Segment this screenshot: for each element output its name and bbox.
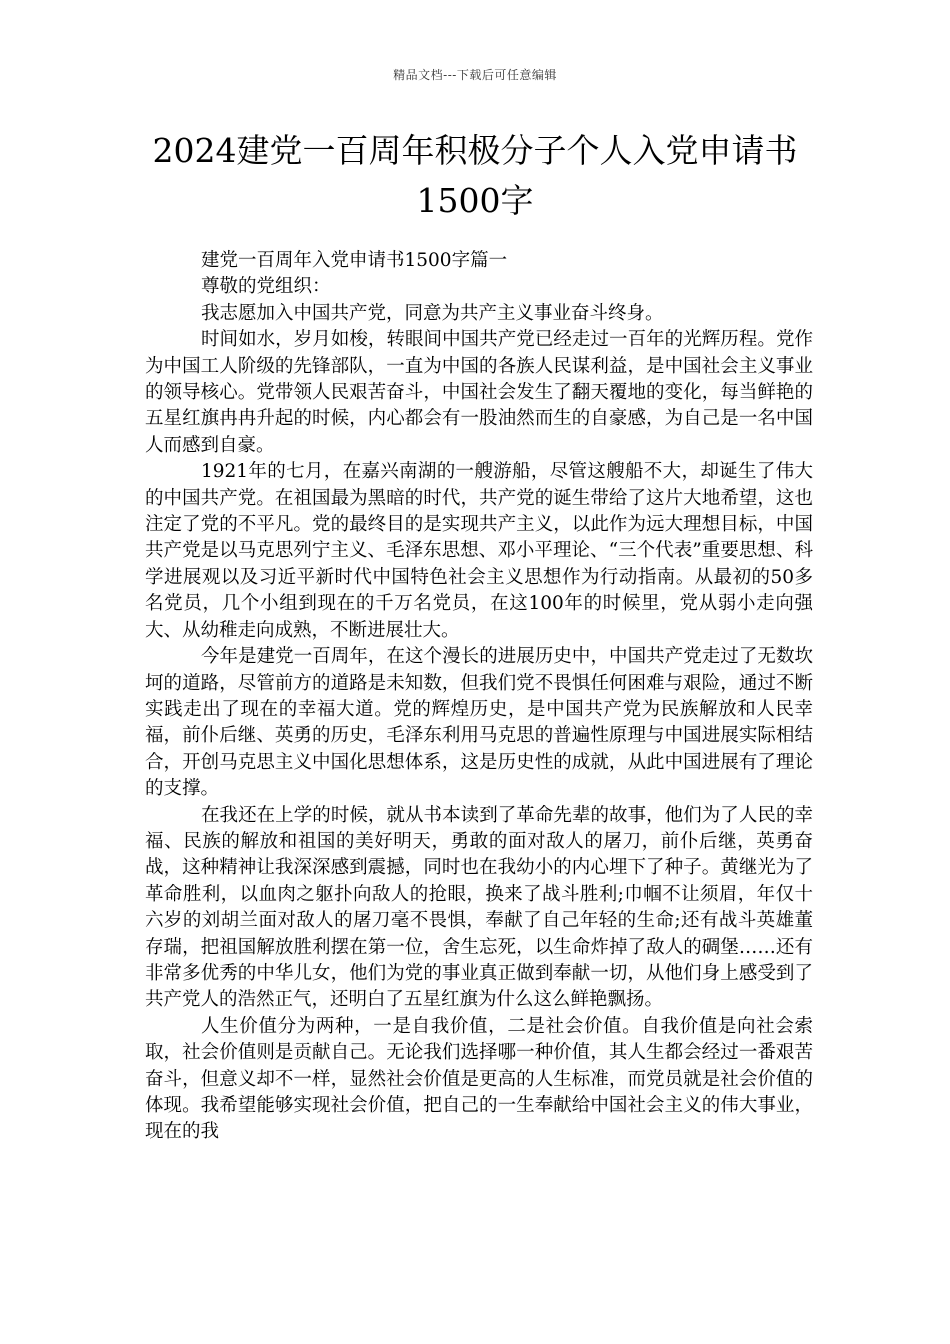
paragraph: 1921年的七月，在嘉兴南湖的一艘游船，尽管这艘船不大，却诞生了伟大的中国共产党。在祖国最为黑暗的时代，共产党的诞生带给了这片大地希望，这也注定了党的不平凡。党的最终目的是实现共产主义，以此作为远大理想目标，中国共产党是以马克思列宁主义、毛泽东思想、邓小平理论、“三个代表”重要思想、科学进展观以及习近平新时代中国特色社会主义思想作为行动指南。从最初的50多名党员，几个小组到现在的千万名党员，在这100年的时候里，党从弱小走向强大、从幼稚走向成熟，不断进展壮大。 [145, 461, 813, 641]
paragraph: 今年是建党一百周年，在这个漫长的进展历史中，中国共产党走过了无数坎坷的道路，尽管前方的道路是未知数，但我们党不畏惧任何困难与艰险，通过不断实践走出了现在的幸福大道。党的辉煌历史，是中国共产党为民族解放和人民幸福，前仆后继、英勇的历史，毛泽东利用马克思的普遍性原理与中国进展实际相结合，开创马克思主义中国化思想体系，这是历史性的成就，从此中国进展有了理论的支撑。 [145, 646, 813, 800]
section-subtitle: 建党一百周年入党申请书1500字篇一 [201, 250, 508, 271]
salutation: 尊敬的党组织： [201, 276, 331, 298]
paragraph: 人生价值分为两种，一是自我价值，二是社会价值。自我价值是向社会索取，社会价值则是贡献自己。无论我们选择哪一种价值，其人生都会经过一番艰苦奋斗，但意义却不一样，显然社会价值是更高的人生标准，而党员就是社会价值的体现。我希望能够实现社会价值，把自己的一生奉献给中国社会主义的伟大事业，现在的我 [145, 1015, 813, 1143]
paragraph: 我志愿加入中国共产党，同意为共产主义事业奋斗终身。 [201, 302, 664, 324]
document-title: 2024建党一百周年积极分子个人入党申请书1500字 [152, 131, 798, 220]
paragraph: 时间如水，岁月如梭，转眼间中国共产党已经走过一百年的光辉历程。党作为中国工人阶级的先锋部队，一直为中国的各族人民谋利益，是中国社会主义事业的领导核心。党带领人民艰苦奋斗，中国社会发生了翻天覆地的变化，每当鲜艳的五星红旗冉冉升起的时候，内心都会有一股油然而生的自豪感，为自己是一名中国人而感到自豪。 [145, 329, 813, 456]
paragraph: 在我还在上学的时候，就从书本读到了革命先辈的故事，他们为了人民的幸福、民族的解放和祖国的美好明天，勇敢的面对敌人的屠刀，前仆后继，英勇奋战，这种精神让我深深感到震撼，同时也在我幼小的内心埋下了种子。黄继光为了革命胜利，以血肉之躯扑向敌人的抢眼，换来了战斗胜利;巾帼不让须眉，年仅十六岁的刘胡兰面对敌人的屠刀毫不畏惧，奉献了自己年轻的生命;还有战斗英雄董存瑞，把祖国解放胜利摆在第一位，舍生忘死，以生命炸掉了敌人的碉堡……还有非常多优秀的中华儿女，他们为党的事业真正做到奉献一切，从他们身上感受到了共产党人的浩然正气，还明白了五星红旗为什么这么鲜艳飘扬。 [145, 804, 813, 1011]
document-body [145, 248, 813, 1146]
header-note: 精品文档---下载后可任意编辑 [393, 68, 557, 82]
